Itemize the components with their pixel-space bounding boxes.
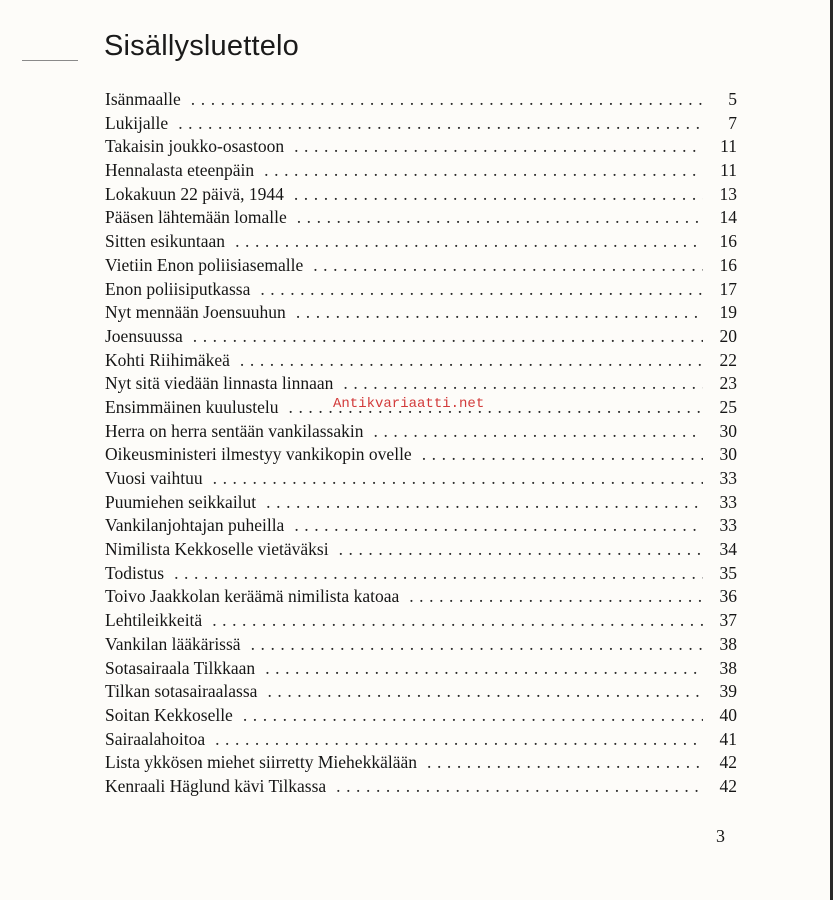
toc-entry-page: 40 [719,704,737,725]
toc-entry-page: 33 [719,515,737,536]
toc-entry-page: 16 [719,254,737,275]
dot-leader [374,420,703,444]
dot-leader [243,704,703,728]
dot-leader [343,372,703,396]
watermark-text: Antikvariaatti.net [333,396,485,412]
toc-entry-page: 36 [719,586,737,607]
toc-entry-page: 38 [719,657,737,678]
dot-leader [294,135,703,159]
toc-entry-title: Lista ykkösen miehet siirretty Miehekkälään [105,752,417,773]
dot-leader [191,88,703,112]
toc-entry-page: 37 [719,610,737,631]
toc-entry[interactable] [105,278,737,302]
toc-entry-page: 33 [719,468,737,488]
toc-entry-title: Todistus [105,562,165,583]
toc-entry-page: 23 [719,373,737,394]
toc-entry[interactable] [105,680,737,704]
toc-entry-page: 20 [719,325,737,346]
dot-leader [193,325,703,349]
toc-entry[interactable] [105,254,737,278]
toc-entry[interactable] [105,538,737,562]
toc-entry[interactable] [105,88,737,112]
toc-entry-title: Vankilan lääkärissä [105,633,241,654]
toc-entry[interactable] [105,206,737,230]
toc-entry-title: Vuosi vaihtuu [105,468,203,488]
dot-leader [178,112,703,136]
toc-entry[interactable] [105,514,737,538]
table-of-contents [105,88,737,799]
toc-entry[interactable] [105,657,737,681]
toc-entry-page: 30 [719,420,737,441]
dot-leader [294,183,703,207]
toc-entry-page: 11 [720,160,737,181]
dot-leader [265,657,703,681]
dot-leader [215,728,703,752]
toc-entry-title: Isänmaalle [105,89,181,109]
dot-leader [339,538,703,562]
toc-entry-title: Lehtileikkeitä [105,610,203,631]
dot-leader [297,206,703,230]
toc-entry-page: 19 [719,302,737,323]
toc-entry-title: Takaisin joukko-osastoon [105,136,285,157]
dot-leader [213,467,703,491]
toc-entry-title: Tilkan sotasairaalassa [105,681,258,702]
toc-entry[interactable] [105,467,737,491]
toc-entry-title: Sairaalahoitoa [105,728,206,749]
toc-entry-title: Lukijalle [105,112,169,133]
toc-entry-page: 17 [719,278,737,299]
toc-entry-title: Enon poliisiputkassa [105,278,251,299]
toc-entry[interactable] [105,112,737,136]
toc-entry-title: Nyt sitä viedään linnasta linnaan [105,373,334,394]
toc-entry[interactable] [105,159,737,183]
toc-entry[interactable] [105,491,737,515]
toc-entry-page: 33 [719,491,737,512]
toc-entry-page: 5 [728,89,737,109]
toc-entry-page: 7 [728,112,737,133]
toc-entry-title: Vankilanjohtajan puheilla [105,515,285,536]
toc-entry-page: 14 [719,207,737,228]
toc-entry-title: Vietiin Enon poliisiasemalle [105,254,304,275]
toc-entry-page: 34 [719,539,737,560]
toc-entry[interactable] [105,704,737,728]
dot-leader [260,278,703,302]
dot-leader [427,751,703,775]
toc-entry[interactable] [105,301,737,325]
toc-entry-title: Pääsen lähtemään lomalle [105,207,287,228]
toc-entry-title: Ensimmäinen kuulustelu [105,396,279,417]
toc-entry-page: 13 [719,183,737,204]
toc-entry-title: Sotasairaala Tilkkaan [105,657,256,678]
toc-entry-title: Herra on herra sentään vankilassakin [105,420,364,441]
toc-entry-title: Nyt mennään Joensuuhun [105,302,286,323]
toc-entry[interactable] [105,349,737,373]
toc-entry[interactable] [105,443,737,467]
dot-leader [294,514,703,538]
dot-leader [296,301,703,325]
toc-entry-title: Kohti Riihimäkeä [105,349,230,370]
toc-entry-title: Joensuussa [105,325,183,346]
toc-entry[interactable] [105,420,737,444]
dot-leader [313,254,703,278]
toc-entry[interactable] [105,728,737,752]
toc-entry[interactable] [105,135,737,159]
toc-entry[interactable] [105,775,737,799]
toc-entry-page: 42 [719,775,737,796]
toc-entry-page: 38 [719,633,737,654]
toc-entry-page: 30 [719,444,737,465]
toc-entry-page: 35 [719,562,737,583]
toc-entry-page: 22 [719,349,737,370]
toc-entry-title: Lokakuun 22 päivä, 1944 [105,183,284,204]
toc-entry[interactable] [105,183,737,207]
dot-leader [240,349,703,373]
toc-entry[interactable] [105,372,737,396]
toc-entry[interactable] [105,562,737,586]
toc-entry-title: Kenraali Häglund kävi Tilkassa [105,775,327,796]
toc-entry-title: Hennalasta eteenpäin [105,160,255,181]
dot-leader [336,775,703,799]
page-number: 3 [716,826,725,846]
toc-entry[interactable] [105,633,737,657]
toc-entry-page: 25 [719,396,737,417]
toc-entry-page: 41 [719,728,737,749]
toc-entry[interactable] [105,751,737,775]
dot-leader [267,680,703,704]
title-rule [22,60,78,61]
toc-entry-page: 16 [719,231,737,252]
toc-entry-title: Toivo Jaakkolan keräämä nimilista katoaa [105,586,400,607]
dot-leader [409,585,703,609]
dot-leader [422,443,703,467]
toc-entry-title: Oikeusministeri ilmestyy vankikopin ovelle [105,444,412,465]
toc-entry-title: Nimilista Kekkoselle vietäväksi [105,539,329,560]
dot-leader [266,491,703,515]
dot-leader [264,159,703,183]
toc-entry-page: 39 [719,681,737,702]
toc-entry-page: 42 [719,752,737,773]
dot-leader [251,633,703,657]
toc-entry[interactable] [105,325,737,349]
toc-entry-page: 11 [720,136,737,157]
page-title: Sisällysluettelo [104,30,300,62]
dot-leader [174,562,703,586]
dot-leader [235,230,703,254]
toc-entry-title: Sitten esikuntaan [105,231,226,252]
toc-entry[interactable] [105,609,737,633]
dot-leader [212,609,703,633]
toc-entry-title: Puumiehen seikkailut [105,491,257,512]
toc-entry-title: Soitan Kekkoselle [105,704,233,725]
toc-entry[interactable] [105,585,737,609]
toc-entry[interactable] [105,230,737,254]
